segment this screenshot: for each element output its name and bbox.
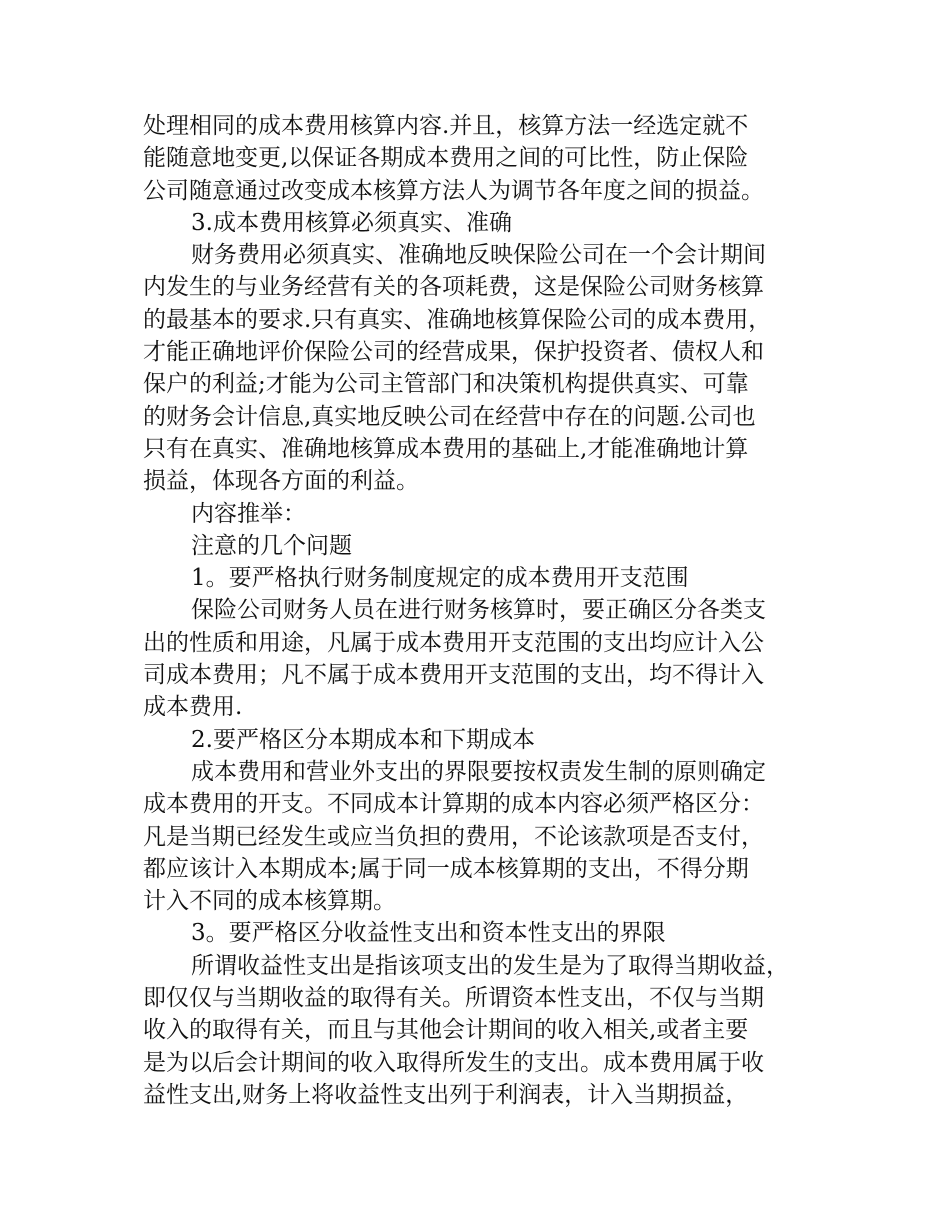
- text-line: 是为以后会计期间的收入取得所发生的支出。成本费用属于收: [143, 1049, 764, 1076]
- text-line: 凡是当期已经发生或应当负担的费用，不论该款项是否支付，: [143, 823, 764, 850]
- text-line: 所谓收益性支出是指该项支出的发生是为了取得当期收益，: [191, 952, 789, 979]
- text-line: 益性支出,财务上将收益性支出列于利润表，计入当期损益，: [143, 1081, 749, 1108]
- text-line: 的财务会计信息,真实地反映公司在经营中存在的问题.公司也: [143, 403, 756, 430]
- text-line: 保险公司财务人员在进行财务核算时，要正确区分各类支: [191, 597, 766, 624]
- text-line: 处理相同的成本费用核算内容.并且，核算方法一经选定就不: [143, 113, 749, 139]
- text-line: 注意的几个问题: [191, 532, 352, 559]
- document-body: [143, 110, 829, 1111]
- text-line: 1。要严格执行财务制度规定的成本费用开支范围: [191, 565, 689, 592]
- text-line: 损益，体现各方面的利益。: [143, 468, 419, 495]
- text-line: 成本费用.: [143, 694, 243, 721]
- text-line: 只有在真实、准确地核算成本费用的基础上,才能准确地计算: [143, 435, 749, 462]
- text-line: 成本费用的开支。不同成本计算期的成本内容必须严格区分：: [143, 791, 764, 818]
- text-line: 司成本费用；凡不属于成本费用开支范围的支出，均不得计入: [143, 662, 764, 689]
- text-line: 都应该计入本期成本;属于同一成本核算期的支出，不得分期: [143, 855, 749, 882]
- text-line: 出的性质和用途，凡属于成本费用开支范围的支出均应计入公: [143, 629, 764, 656]
- text-line: 即仅仅与当期收益的取得有关。所谓资本性支出，不仅与当期: [143, 985, 764, 1012]
- text-line: 计入不同的成本核算期。: [143, 888, 396, 915]
- text-line: 成本费用和营业外支出的界限要按权责发生制的原则确定: [191, 758, 766, 785]
- text-line: 3。要严格区分收益性支出和资本性支出的界限: [191, 920, 666, 947]
- text-line: 内发生的与业务经营有关的各项耗费，这是保险公司财务核算: [143, 274, 764, 301]
- text-line: 财务费用必须真实、准确地反映保险公司在一个会计期间: [191, 242, 766, 269]
- text-line: 3.成本费用核算必须真实、准确: [191, 209, 512, 236]
- text-line: 才能正确地评价保险公司的经营成果，保护投资者、债权人和: [143, 339, 764, 366]
- text-line: 保户的利益;才能为公司主管部门和决策机构提供真实、可靠: [143, 371, 749, 398]
- text-line: 收入的取得有关，而且与其他会计期间的收入相关,或者主要: [143, 1017, 749, 1044]
- text-line: 内容推举：: [191, 500, 306, 527]
- text-line: 能随意地变更,以保证各期成本费用之间的可比性，防止保险: [143, 145, 749, 172]
- text-line: 的最基本的要求.只有真实、准确地核算保险公司的成本费用，: [143, 306, 772, 333]
- text-line: 2.要严格区分本期成本和下期成本: [191, 726, 535, 753]
- text-line: 公司随意通过改变成本核算方法人为调节各年度之间的损益。: [143, 177, 764, 204]
